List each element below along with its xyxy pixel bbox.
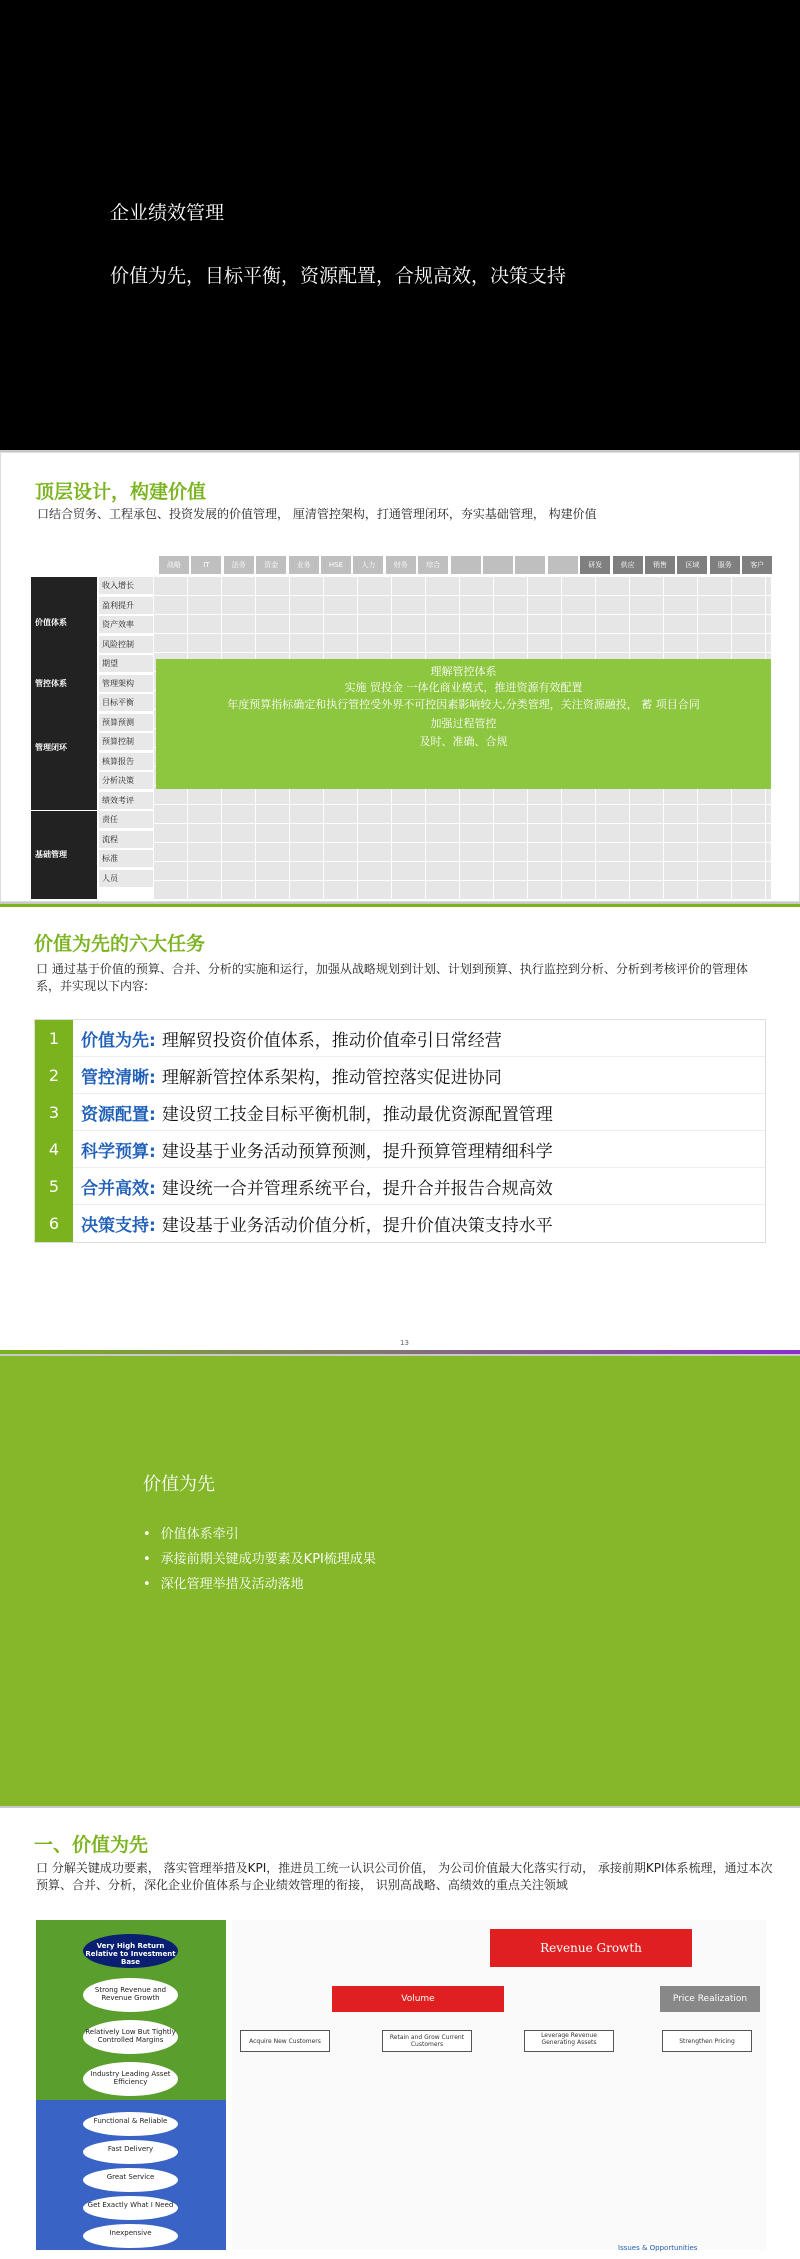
row-label: 资产效率 <box>99 616 153 634</box>
slide-cover <box>0 0 800 450</box>
row-label: 标准 <box>99 850 153 868</box>
task-row <box>35 1168 765 1205</box>
slide-title: 顶层设计，构建价值 <box>35 481 207 503</box>
task-number: 2 <box>35 1057 73 1094</box>
column-header: 法务 <box>224 556 254 574</box>
task-desc: 建设贸工技金目标平衡机制，推动最优资源配置管理 <box>161 1104 553 1125</box>
task-key: 合并高效: <box>81 1178 156 1199</box>
column-header: 供应 <box>613 556 643 574</box>
row-label: 分析决策 <box>99 772 153 790</box>
column-header: 综合 <box>418 556 448 574</box>
band-line: 加强过程管控 <box>430 717 497 730</box>
slide-title: 价值为先的六大任务 <box>34 933 206 955</box>
bullet-item: • 承接前期关键成功要素及KPI梳理成果 <box>143 1548 376 1573</box>
row-label: 期望 <box>99 655 153 673</box>
tree-node: Leverage Revenue Generating Assets <box>524 2030 614 2052</box>
group-label: 价值体系 <box>31 577 97 673</box>
tree-node: Retain and Grow Current Customers <box>382 2030 472 2052</box>
footer-label: Issues & Opportunities <box>618 2244 698 2252</box>
row-label: 目标平衡 <box>99 694 153 712</box>
row-label: 收入增长 <box>99 577 153 595</box>
column-header: 业务 <box>289 556 319 574</box>
task-key: 资源配置: <box>81 1104 156 1125</box>
column-header: 财务 <box>386 556 416 574</box>
cover-subtitle: 价值为先，目标平衡，资源配置，合规高效，决策支持 <box>110 265 567 287</box>
bullet-item: • 深化管理举措及活动落地 <box>143 1573 376 1598</box>
band-line: 及时、准确、合规 <box>419 735 508 748</box>
column-header <box>483 556 513 574</box>
slide-top-design <box>0 452 800 902</box>
row-label: 盈利提升 <box>99 597 153 615</box>
footer-stripe <box>0 1350 800 1354</box>
column-header: 战略 <box>159 556 189 574</box>
column-header <box>515 556 545 574</box>
perspective-oval: Functional & Reliable <box>83 2112 178 2136</box>
row-label: 核算报告 <box>99 753 153 771</box>
task-desc: 理解新管控体系架构，推动管控落实促进协同 <box>161 1067 502 1088</box>
slide-section-value <box>0 1356 800 1806</box>
green-band <box>156 659 771 789</box>
task-row <box>35 1057 765 1094</box>
perspective-oval: Get Exactly What I Need <box>83 2196 178 2220</box>
row-label: 人员 <box>99 870 153 888</box>
tree-node: Strengthen Pricing <box>662 2030 752 2052</box>
slide-subtitle: 口 通过基于价值的预算、合并、分析的实施和运行，加强从战略规划到计划、计划到预算、执行监控到分析、分析到考核评价的管理体系，并实现以下内容: <box>36 962 748 993</box>
column-header <box>548 556 578 574</box>
task-desc: 理解贸投资价值体系，推动价值牵引日常经营 <box>161 1030 502 1051</box>
slide-subtitle: 口 分解关键成功要素， 落实管理举措及KPI，推进员工统一认识公司价值， 为公司价值最大化落实行动， 承接前期KPI体系梳理，通过本次预算、合并、分析，深化企业价值体系与企业绩效管理的衔接， 识别高战略、高绩效的重点关注领域 <box>36 1861 773 1892</box>
group-label: 基础管理 <box>31 811 97 899</box>
task-key: 决策支持: <box>81 1216 156 1236</box>
column-header: 服务 <box>710 556 740 574</box>
row-label: 预算控制 <box>99 733 153 751</box>
column-header: IT <box>191 556 221 574</box>
slide-six-tasks <box>0 904 800 1354</box>
band-line: 理解管控体系 <box>430 665 497 678</box>
column-header: 销售 <box>645 556 675 574</box>
task-number: 5 <box>35 1168 73 1205</box>
perspective-oval: Strong Revenue and Revenue Growth <box>83 1978 178 2012</box>
task-row <box>35 1020 765 1057</box>
perspective-oval: Inexpensive <box>83 2224 178 2248</box>
task-row <box>35 1094 765 1131</box>
page-number: 13 <box>400 1339 409 1347</box>
volume-box: Volume <box>332 1986 504 2012</box>
cover-title: 企业绩效管理 <box>110 202 225 224</box>
band-line: 实施 贸投金 一体化商业模式，推进资源有效配置 <box>344 681 583 694</box>
task-number: 6 <box>35 1205 73 1242</box>
perspective-panel <box>36 1920 226 2250</box>
bullet-list <box>143 1523 376 1598</box>
column-header <box>451 556 481 574</box>
task-number: 1 <box>35 1020 73 1057</box>
task-key: 管控清晰: <box>81 1067 156 1088</box>
column-header: 资金 <box>256 556 286 574</box>
column-header: 人力 <box>353 556 383 574</box>
row-label: 风险控制 <box>99 636 153 654</box>
row-label: 管理架构 <box>99 675 153 693</box>
revenue-growth-box: Revenue Growth <box>490 1929 692 1967</box>
task-row <box>35 1131 765 1168</box>
task-number: 3 <box>35 1094 73 1131</box>
row-label: 流程 <box>99 831 153 849</box>
slide-value-first <box>0 1808 800 2259</box>
perspective-oval: Very High Return Relative to Investment Base <box>83 1934 178 1968</box>
task-key: 价值为先: <box>81 1030 156 1051</box>
group-label: 管理闭环 <box>31 692 97 810</box>
task-key: 科学预算: <box>81 1141 156 1162</box>
slide-subtitle: 口结合贸务、工程承包、投资发展的价值管理， 厘清管控架构，打通管理闭环，夯实基础管理， 构建价值 <box>37 507 597 521</box>
value-tree <box>232 1920 766 2250</box>
column-header: 区域 <box>677 556 707 574</box>
perspective-oval: Industry Leading Asset Efficiency <box>83 2062 178 2096</box>
group-label: 管控体系 <box>31 673 97 692</box>
column-header: HSE <box>321 556 351 574</box>
slide-title: 一、价值为先 <box>34 1834 149 1856</box>
column-header: 研发 <box>580 556 610 574</box>
perspective-oval: Relatively Low But Tightly Controlled Margins <box>83 2020 178 2054</box>
price-realization-box: Price Realization <box>660 1986 760 2012</box>
section-title: 价值为先 <box>143 1474 215 1495</box>
task-desc: 建设统一合并管理系统平台，提升合并报告合规高效 <box>161 1178 553 1199</box>
perspective-oval: Fast Delivery <box>83 2140 178 2164</box>
column-header: 客户 <box>742 556 772 574</box>
task-desc: 建设基于业务活动价值分析，提升价值决策支持水平 <box>161 1216 553 1236</box>
bullet-item: • 价值体系牵引 <box>143 1523 376 1548</box>
row-label: 预算预测 <box>99 714 153 732</box>
band-line: 年度预算指标确定和执行管控受外界不可控因素影响较大,分类管理，关注资源融投， 蓄 项目合同 <box>227 698 700 711</box>
task-row <box>35 1205 765 1242</box>
perspective-oval: Great Service <box>83 2168 178 2192</box>
tree-node: Acquire New Customers <box>240 2030 330 2052</box>
task-list <box>34 1019 766 1243</box>
row-label: 责任 <box>99 811 153 829</box>
task-desc: 建设基于业务活动预算预测，提升预算管理精细科学 <box>161 1141 553 1162</box>
row-label: 绩效考评 <box>99 792 153 810</box>
task-number: 4 <box>35 1131 73 1168</box>
